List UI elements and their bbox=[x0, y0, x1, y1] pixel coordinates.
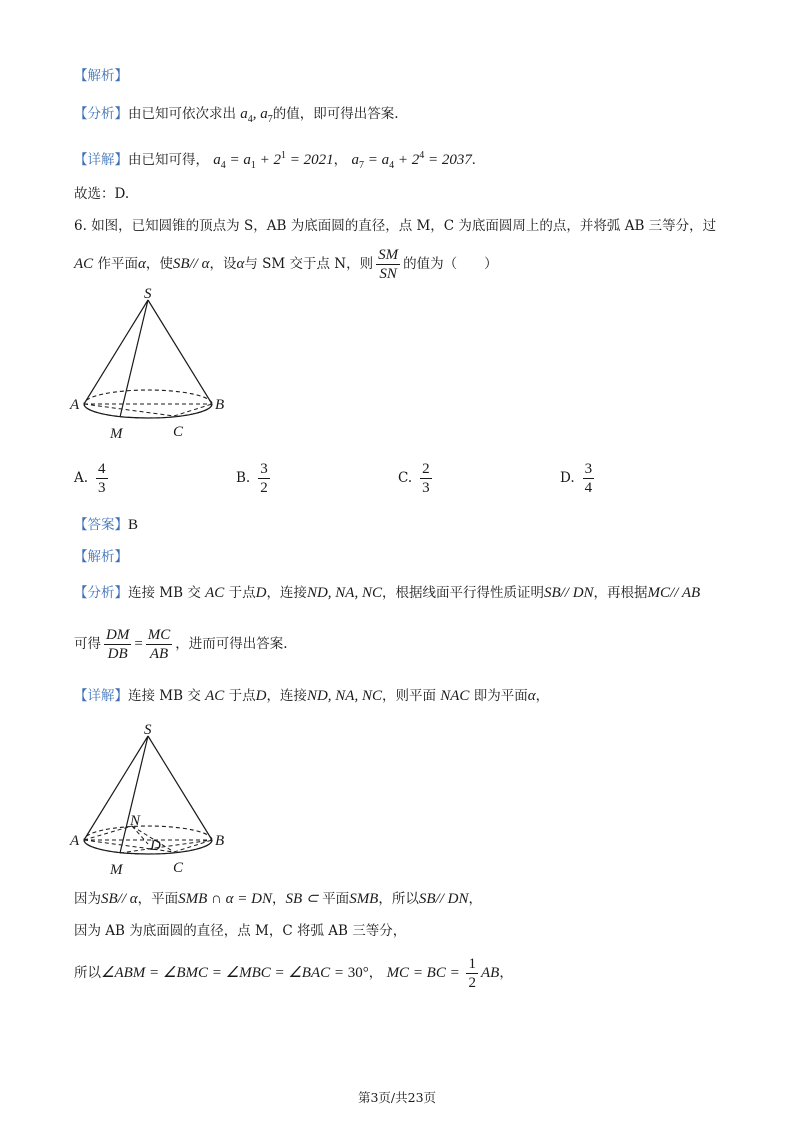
answer-tag: 【答案】 bbox=[74, 517, 128, 533]
q5-analysis-line bbox=[74, 104, 399, 130]
detail-tag: 【详解】 bbox=[74, 152, 128, 168]
q5-equation-2: $a_7 = a_4 + 2^4 = 2037$ bbox=[351, 150, 472, 171]
option-b: B. $\frac{3}{2}$ bbox=[236, 461, 268, 496]
q5-analysis-pre: 由已知可依次求出 bbox=[128, 106, 236, 122]
q5-conclusion: 故选：D. bbox=[74, 186, 130, 202]
q6-because-line-2: 因为 AB 为底面圆的直径，点 M，C 将弧 AB 三等分， bbox=[74, 923, 407, 939]
cone-figure-1 bbox=[64, 280, 244, 450]
label-S: S bbox=[144, 286, 152, 302]
label-A: A bbox=[70, 833, 80, 849]
label-N: N bbox=[130, 813, 141, 829]
option-a: A. $\frac{4}{3}$ bbox=[74, 461, 106, 496]
q5-detail-line: 【详解】由已知可得， $a_4 = a_1 + 2^1 = 2021$， $a_7 = a_4 + 2^4 = 2037$. bbox=[74, 150, 476, 171]
q6-detail-line: 【详解】连接 MB 交 AC 于点D，连接ND, NA, NC，则平面 NAC 即为平面α， bbox=[74, 688, 550, 704]
label-B: B bbox=[215, 397, 225, 413]
q5-analysis-post: 的值，即可得出答案. bbox=[272, 106, 399, 122]
label-A: A bbox=[70, 397, 80, 413]
q6-so-line: 所以∠ABM = ∠BMC = ∠MBC = ∠BAC = 30°， MC = BC = $\frac{1}{2}$ AB， bbox=[74, 956, 513, 991]
q5-detail-pre: 由已知可得， bbox=[128, 152, 209, 168]
label-C: C bbox=[173, 424, 184, 440]
label-S: S bbox=[144, 722, 152, 738]
q6-stem-line-2: AC 作平面α，使SB// α，设α与 SM 交于点 N，则 $\frac{SM}{SN}$ 的值为（ ） bbox=[74, 247, 498, 282]
page-footer: 第3页/共23页 bbox=[357, 1090, 437, 1105]
label-B: B bbox=[215, 833, 225, 849]
q6-analysis-line-2: 可得 $\frac{DM}{DB}$ = $\frac{MC}{AB}$ ，进而可得出答案. bbox=[74, 627, 288, 662]
label-C: C bbox=[173, 860, 184, 876]
label-M: M bbox=[110, 862, 123, 878]
label-D: D bbox=[150, 838, 161, 854]
q6-analysis-line-1: 【分析】连接 MB 交 AC 于点D，连接ND, NA, NC，根据线面平行得性质证明SB// DN，再根据MC// AB bbox=[74, 585, 701, 601]
analysis-tag: 【分析】 bbox=[74, 106, 128, 122]
option-d: D. $\frac{3}{4}$ bbox=[560, 461, 593, 496]
option-c: C. $\frac{2}{3}$ bbox=[398, 461, 430, 496]
base-ellipse-front bbox=[84, 404, 212, 418]
answer-value: B bbox=[128, 517, 139, 533]
section-jiexi-heading: 【解析】 bbox=[74, 68, 128, 84]
label-M: M bbox=[110, 426, 123, 442]
q6-because-line-1: 因为SB// α，平面SMB ∩ α = DN，SB ⊂ 平面SMB，所以SB// DN， bbox=[74, 891, 482, 907]
base-ellipse-front bbox=[84, 840, 212, 854]
q6-answer-line bbox=[74, 515, 138, 535]
q5-analysis-var: $a_4$, $a_7$ bbox=[240, 106, 273, 125]
q6-stem-line-1: 6. 如图，已知圆锥的顶点为 S，AB 为底面圆的直径，点 M，C 为底面圆周上的点，并将弧 AB 三等分，过 bbox=[74, 218, 717, 234]
cone-figure-2 bbox=[64, 714, 244, 884]
q5-equation-1: $a_4 = a_1 + 2^1 = 2021$ bbox=[213, 150, 334, 171]
q6-jiexi-heading: 【解析】 bbox=[74, 549, 128, 565]
